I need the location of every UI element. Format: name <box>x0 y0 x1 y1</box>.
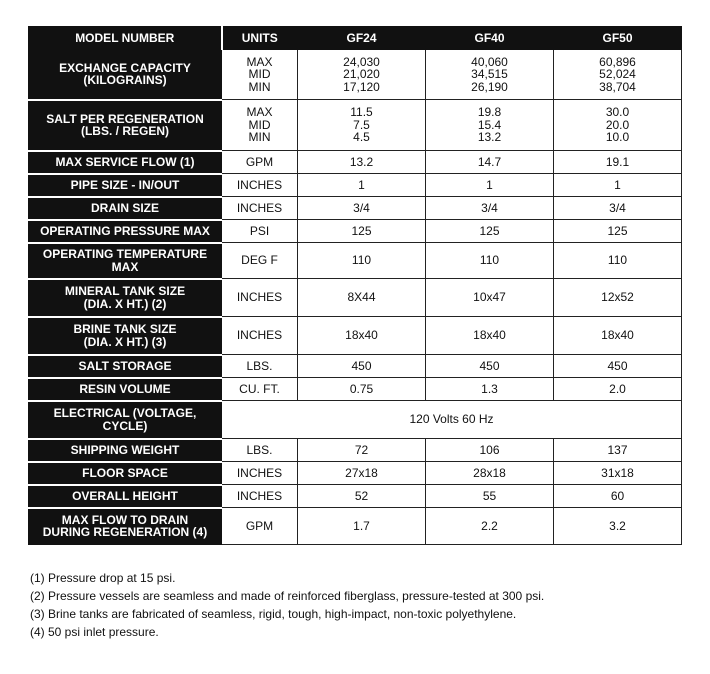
header-model-number: MODEL NUMBER <box>29 27 222 50</box>
value-mid: 52,024 <box>599 67 636 82</box>
value-cell-gf40: 2.2 <box>426 508 554 545</box>
value-mid: 21,020 <box>343 67 380 82</box>
row-label: PIPE SIZE - IN/OUT <box>29 174 222 197</box>
footnotes <box>30 569 544 641</box>
value-cell-gf24: 13.2 <box>298 151 426 174</box>
value-mid: 15.4 <box>477 117 502 132</box>
value-cell-gf40: 14.7 <box>426 151 554 174</box>
value-cell-gf24: 18x40 <box>298 317 426 355</box>
value-cell-gf40: 28x18 <box>426 462 554 485</box>
units-cell: INCHES <box>222 485 298 508</box>
row-label <box>29 279 222 317</box>
units-min: MIN <box>248 130 271 145</box>
value-cell-gf50: 18x40 <box>554 317 682 355</box>
units-cell: INCHES <box>222 279 298 317</box>
row-label <box>29 50 222 100</box>
value-cell-gf24 <box>298 100 426 151</box>
table-row-max-flow-to-drain <box>29 508 682 545</box>
value-cell-gf24: 450 <box>298 355 426 378</box>
row-label-line: OPERATING TEMPERATURE <box>42 247 208 261</box>
value-cell-gf50: 31x18 <box>554 462 682 485</box>
table-row-pipe-size <box>29 174 682 197</box>
table-row-electrical <box>29 401 682 439</box>
value-mid: 7.5 <box>353 117 370 132</box>
row-label-line: DURING REGENERATION (4) <box>42 525 208 540</box>
value-cell-gf24: 3/4 <box>298 197 426 220</box>
header-gf24: GF24 <box>298 27 426 50</box>
value-cell-gf24: 110 <box>298 243 426 279</box>
row-label <box>29 100 222 151</box>
value-cell-gf50: 450 <box>554 355 682 378</box>
value-min: 17,120 <box>343 79 380 94</box>
table-row-drain-size <box>29 197 682 220</box>
row-label-line: (KILOGRAINS) <box>83 73 167 88</box>
value-cell-gf50: 1 <box>554 174 682 197</box>
electrical-value-cell: 120 Volts 60 Hz <box>222 401 682 439</box>
row-label <box>29 243 222 279</box>
row-label-line: (DIA. X HT.) (2) <box>83 296 167 311</box>
value-cell-gf50: 125 <box>554 220 682 243</box>
value-mid: 20.0 <box>605 117 630 132</box>
value-cell-gf24: 125 <box>298 220 426 243</box>
row-label: FLOOR SPACE <box>29 462 222 485</box>
units-cell: DEG F <box>222 243 298 279</box>
value-mid: 34,515 <box>471 67 508 82</box>
value-cell-gf24: 72 <box>298 439 426 462</box>
row-label-line: ELECTRICAL (VOLTAGE, <box>53 406 197 420</box>
row-label: MAX SERVICE FLOW (1) <box>29 151 222 174</box>
units-cell: LBS. <box>222 439 298 462</box>
header-gf40: GF40 <box>426 27 554 50</box>
table-row-resin-volume <box>29 378 682 401</box>
header-units: UNITS <box>222 27 298 50</box>
units-cell: LBS. <box>222 355 298 378</box>
footnote-4: (4) 50 psi inlet pressure. <box>30 625 159 639</box>
header-gf50: GF50 <box>554 27 682 50</box>
table-row-operating-temperature <box>29 243 682 279</box>
row-label: SALT STORAGE <box>29 355 222 378</box>
value-min: 38,704 <box>599 79 636 94</box>
units-min: MIN <box>248 79 271 94</box>
value-cell-gf40: 10x47 <box>426 279 554 317</box>
row-label-line: BRINE TANK SIZE <box>73 322 177 336</box>
row-label-line: (DIA. X HT.) (3) <box>83 334 167 349</box>
value-cell-gf50: 19.1 <box>554 151 682 174</box>
value-cell-gf40: 3/4 <box>426 197 554 220</box>
units-cell <box>222 100 298 151</box>
value-cell-gf40: 450 <box>426 355 554 378</box>
table-row-shipping-weight <box>29 439 682 462</box>
table-row-mineral-tank-size <box>29 279 682 317</box>
value-cell-gf40: 1 <box>426 174 554 197</box>
units-cell: INCHES <box>222 317 298 355</box>
units-cell <box>222 50 298 100</box>
units-cell: GPM <box>222 508 298 545</box>
value-cell-gf40: 110 <box>426 243 554 279</box>
value-cell-gf50: 137 <box>554 439 682 462</box>
value-cell-gf40: 125 <box>426 220 554 243</box>
units-mid: MID <box>248 67 271 82</box>
row-label <box>29 508 222 545</box>
value-cell-gf40: 106 <box>426 439 554 462</box>
table-row-max-service-flow <box>29 151 682 174</box>
units-cell: PSI <box>222 220 298 243</box>
table-row-brine-tank-size <box>29 317 682 355</box>
value-cell-gf50: 3/4 <box>554 197 682 220</box>
row-label-line: SALT PER REGENERATION <box>46 111 204 126</box>
units-mid: MID <box>248 117 271 132</box>
value-min: 4.5 <box>353 130 370 145</box>
units-cell: INCHES <box>222 197 298 220</box>
value-cell-gf40: 18x40 <box>426 317 554 355</box>
value-max: 11.5 <box>350 105 373 120</box>
value-cell-gf40: 1.3 <box>426 378 554 401</box>
row-label-line: MINERAL TANK SIZE <box>64 284 186 298</box>
value-cell-gf50: 60 <box>554 485 682 508</box>
units-cell: INCHES <box>222 462 298 485</box>
footnote-3: (3) Brine tanks are fabricated of seamless, rigid, tough, high-impact, non-toxic polyethylene. <box>30 607 517 621</box>
value-cell-gf50 <box>554 100 682 151</box>
value-cell-gf24: 8X44 <box>298 279 426 317</box>
table-row-operating-pressure <box>29 220 682 243</box>
value-cell-gf24: 27x18 <box>298 462 426 485</box>
value-cell-gf50: 110 <box>554 243 682 279</box>
row-label <box>29 401 222 439</box>
value-cell-gf50: 12x52 <box>554 279 682 317</box>
value-max: 24,030 <box>343 54 380 69</box>
row-label: RESIN VOLUME <box>29 378 222 401</box>
row-label-line: MAX FLOW TO DRAIN <box>61 512 189 527</box>
row-label: SHIPPING WEIGHT <box>29 439 222 462</box>
value-min: 13.2 <box>477 130 502 145</box>
value-min: 10.0 <box>605 130 630 145</box>
header-row <box>29 27 682 50</box>
footnote-2: (2) Pressure vessels are seamless and made of reinforced fiberglass, pressure-tested at 300 psi. <box>30 589 545 603</box>
value-cell-gf40: 55 <box>426 485 554 508</box>
table-row-exchange-capacity <box>29 50 682 100</box>
value-cell-gf50 <box>554 50 682 100</box>
table-row-floor-space <box>29 462 682 485</box>
value-max: 19.8 <box>477 105 502 120</box>
value-cell-gf24: 0.75 <box>298 378 426 401</box>
value-max: 60,896 <box>599 54 636 69</box>
value-cell-gf24 <box>298 50 426 100</box>
value-max: 30.0 <box>605 105 630 120</box>
value-min: 26,190 <box>471 79 508 94</box>
value-cell-gf50: 3.2 <box>554 508 682 545</box>
units-cell: CU. FT. <box>222 378 298 401</box>
specifications-table <box>28 26 682 545</box>
row-label-line: MAX <box>111 259 139 274</box>
row-label: OPERATING PRESSURE MAX <box>29 220 222 243</box>
units-cell: INCHES <box>222 174 298 197</box>
value-cell-gf24: 1 <box>298 174 426 197</box>
row-label-line: CYCLE) <box>102 418 148 433</box>
value-cell-gf40 <box>426 50 554 100</box>
table-row-salt-storage <box>29 355 682 378</box>
value-max: 40,060 <box>471 54 508 69</box>
units-cell: GPM <box>222 151 298 174</box>
value-cell-gf50: 2.0 <box>554 378 682 401</box>
row-label <box>29 317 222 355</box>
value-cell-gf24: 1.7 <box>298 508 426 545</box>
row-label-line: EXCHANGE CAPACITY <box>59 60 191 75</box>
value-cell-gf40 <box>426 100 554 151</box>
row-label-line: (LBS. / REGEN) <box>80 124 169 138</box>
footnote-1: (1) Pressure drop at 15 psi. <box>30 571 176 585</box>
units-max: MAX <box>246 54 273 69</box>
value-cell-gf24: 52 <box>298 485 426 508</box>
table-row-salt-per-regeneration <box>29 100 682 151</box>
table-row-overall-height <box>29 485 682 508</box>
row-label: DRAIN SIZE <box>29 197 222 220</box>
units-max: MAX <box>246 105 273 120</box>
row-label: OVERALL HEIGHT <box>29 485 222 508</box>
